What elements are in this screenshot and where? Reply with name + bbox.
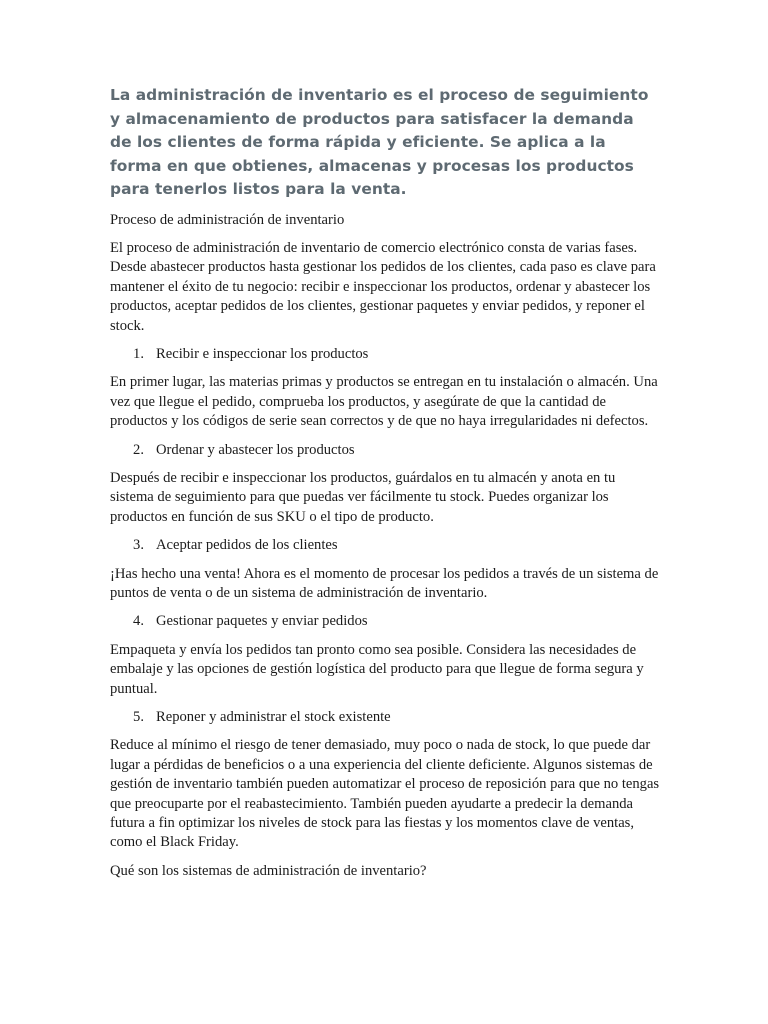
step-2-paragraph: Después de recibir e inspeccionar los productos, guárdalos en tu almacén y anota en tu sistema de seguimiento para que puedas ver fácilmente tu stock. Puedes organizar los productos en función de sus SKU o el tipo de producto.: [110, 469, 616, 525]
overview-paragraph: El proceso de administración de inventario de comercio electrónico consta de varias fases. Desde abastecer productos hasta gestionar los pedidos de los clientes, cada paso es clave para mantener el éxito de tu negocio: recibir e inspeccionar los productos, ordenar y abastecer los productos, aceptar pedidos de los clientes, gestionar paquetes y enviar pedidos, y reponer el stock.: [110, 239, 656, 334]
document-page: [110, 84, 660, 890]
step-4-heading: [110, 612, 660, 631]
step-label: Recibir e inspeccionar los productos: [156, 345, 369, 362]
step-1-heading: [110, 345, 660, 364]
step-number: 5.: [133, 709, 144, 726]
step-3-paragraph: ¡Has hecho una venta! Ahora es el momento de procesar los pedidos a través de un sistema de puntos de venta o de un sistema de administración de inventario.: [110, 565, 659, 601]
step-2-heading: [110, 441, 660, 460]
step-number: 1.: [133, 345, 144, 362]
step-label: Reponer y administrar el stock existente: [156, 709, 391, 726]
step-number: 4.: [133, 613, 144, 630]
step-1-paragraph: En primer lugar, las materias primas y productos se entregan en tu instalación o almacén. Una vez que llegue el pedido, comprueba los productos, y asegúrate de que la cantidad de productos y los códigos de serie sean correctos y de que no haya irregularidades ni defectos.: [110, 374, 658, 430]
step-label: Aceptar pedidos de los clientes: [156, 537, 338, 554]
step-number: 3.: [133, 537, 144, 554]
step-4-paragraph: Empaqueta y envía los pedidos tan pronto como sea posible. Considera las necesidades de embalaje y las opciones de gestión logística del producto para que llegue de forma segura y puntual.: [110, 641, 644, 697]
step-label: Gestionar paquetes y enviar pedidos: [156, 613, 368, 630]
intro-paragraph: La administración de inventario es el proceso de seguimiento y almacenamiento de productos para satisfacer la demanda de los clientes de forma rápida y eficiente. Se aplica a la forma en que obtienes, almacenas y procesas los productos para tenerlos listos para la venta.: [110, 86, 649, 198]
step-label: Ordenar y abastecer los productos: [156, 441, 355, 458]
document-body: [110, 211, 660, 882]
step-5-heading: [110, 708, 660, 727]
step-number: 2.: [133, 441, 144, 458]
section-title: Proceso de administración de inventario: [110, 211, 345, 228]
step-5-paragraph: Reduce al mínimo el riesgo de tener demasiado, muy poco o nada de stock, lo que puede dar lugar a pérdidas de beneficios o a una experiencia del cliente deficiente. Algunos sistemas de gestión de inventario también pueden automatizar el proceso de reposición para que no tengas que preocuparte por el reabastecimiento. También pueden ayudarte a predecir la demanda futura a fin optimizar los niveles de stock para las fiestas y los momentos clave de ventas, como el Black Friday.: [110, 737, 660, 851]
closing-question: Qué son los sistemas de administración de inventario?: [110, 862, 427, 879]
step-3-heading: [110, 536, 660, 555]
